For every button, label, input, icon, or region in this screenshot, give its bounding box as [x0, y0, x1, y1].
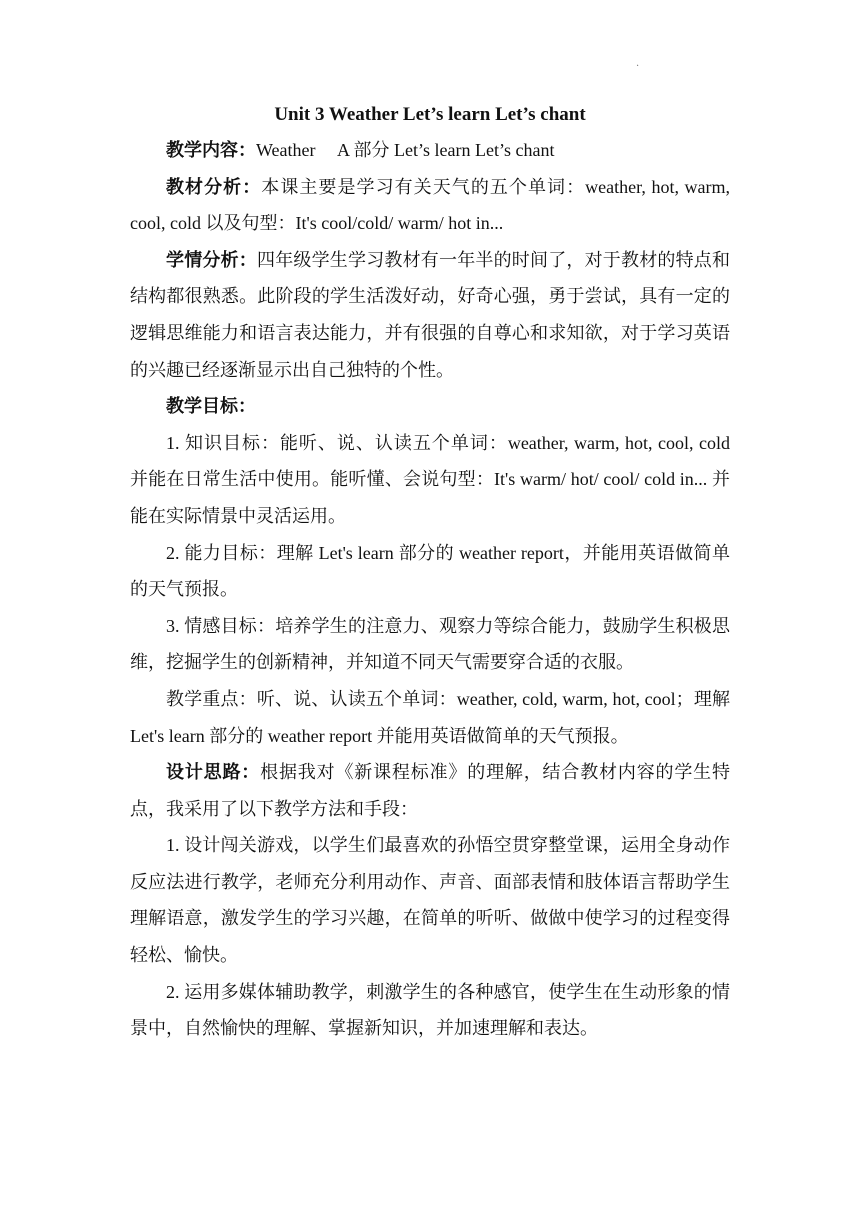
content-label: 教学内容：	[166, 140, 256, 160]
design-text: 根据我对《新课程标准》的理解，结合教材内容的学生特点，我采用了以下教学方法和手段：	[130, 762, 731, 819]
analysis-label: 教材分析：	[166, 176, 262, 197]
page-mark: .	[636, 58, 640, 69]
analysis-paragraph	[130, 169, 730, 242]
keypoints-paragraph: 教学重点：听、说、认读五个单词：weather, cold, warm, hot, cool；理解 Let's learn 部分的 weather report 并能用英语做简单的天气预报。	[130, 688, 730, 746]
objectives-heading: 教学目标：	[166, 396, 256, 417]
learners-text: 四年级学生学习教材有一年半的时间了，对于教材的特点和结构都很熟悉。此阶段的学生活泼好动，好奇心强，勇于尝试，具有一定的逻辑思维能力和语言表达能力，并有很强的自尊心和求知欲，对于学习英语的兴趣已经逐渐显示出自己独特的个性。	[130, 249, 730, 380]
analysis-text: 本课主要是学习有关天气的五个单词：weather, hot, warm, cool, cold 以及句型：It's cool/cold/ warm/ hot in...	[130, 176, 730, 234]
content-paragraph	[130, 132, 730, 169]
design-label: 设计思路：	[166, 762, 261, 783]
objective-item: 1. 知识目标：能听、说、认读五个单词：weather, warm, hot, cool, cold 并能在日常生活中使用。能听懂、会说句型：It's warm/ hot/ cool/ cold in... 并能在实际情景中灵活运用。	[130, 432, 730, 526]
content-text: Weather A 部分 Let’s learn Let’s chant	[256, 140, 555, 160]
document-body	[130, 132, 730, 1047]
objective-item: 3. 情感目标：培养学生的注意力、观察力等综合能力，鼓励学生积极思维，挖掘学生的创新精神，并知道不同天气需要穿合适的衣服。	[130, 615, 730, 673]
design-paragraph	[130, 754, 730, 827]
design-item: 2. 运用多媒体辅助教学，刺激学生的各种感官，使学生在生动形象的情景中，自然愉快的理解、掌握新知识，并加速理解和表达。	[130, 981, 730, 1039]
document-title: Unit 3 Weather Let’s learn Let’s chant	[274, 104, 586, 125]
design-item: 1. 设计闯关游戏，以学生们最喜欢的孙悟空贯穿整堂课，运用全身动作反应法进行教学，老师充分利用动作、声音、面部表情和肢体语言帮助学生理解语意，激发学生的学习兴趣，在简单的听听、做做中使学习的过程变得轻松、愉快。	[130, 835, 730, 966]
learners-paragraph	[130, 242, 730, 388]
objective-item: 2. 能力目标：理解 Let's learn 部分的 weather report，并能用英语做简单的天气预报。	[130, 542, 730, 600]
learners-label: 学情分析：	[166, 249, 257, 270]
